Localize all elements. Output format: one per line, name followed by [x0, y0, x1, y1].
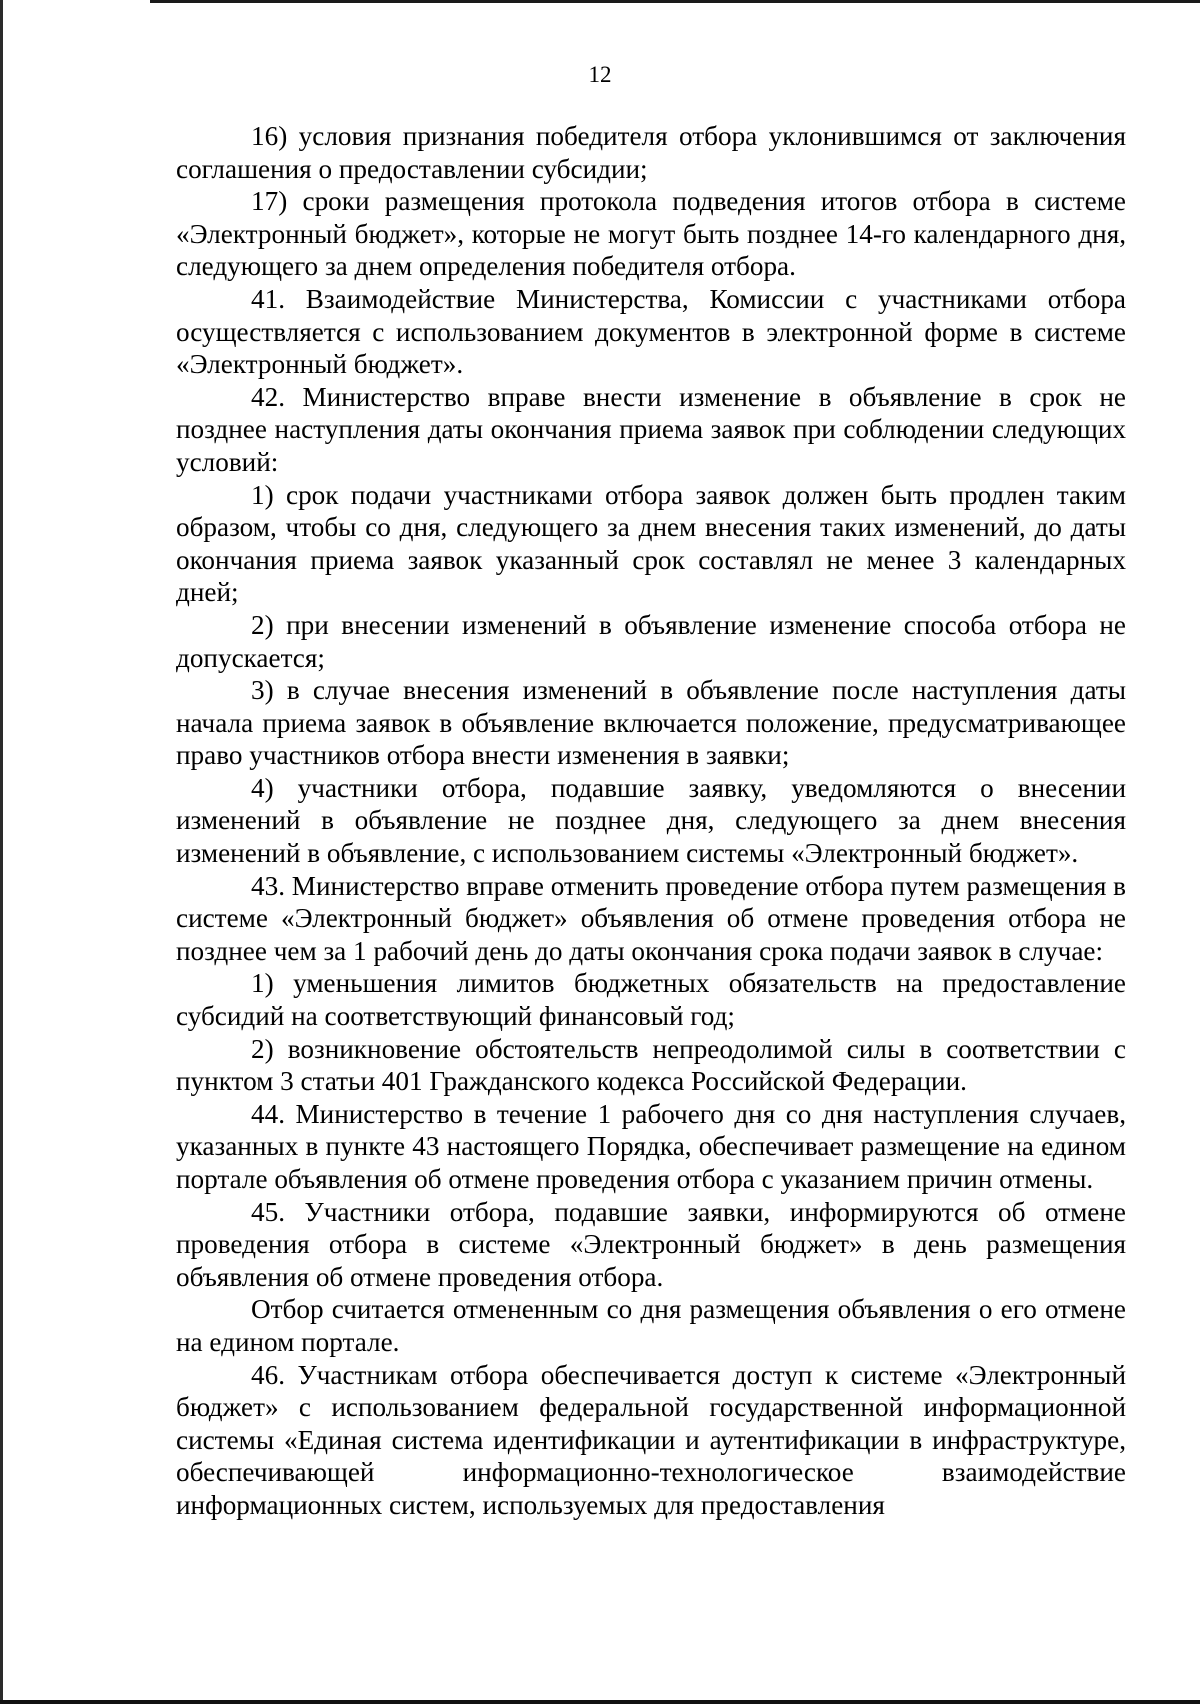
page-number: 12: [588, 62, 612, 87]
paragraph-clause-42: 42. Министерство вправе внести изменение в объявление в срок не позднее наступления даты окончания приема заявок при соблюдении следующих условий:: [176, 381, 1126, 477]
paragraph-clause-42-item-1: 1) срок подачи участниками отбора заявок должен быть продлен таким образом, чтобы со дня, следующего за днем внесения таких изменений, до даты окончания приема заявок указанный срок составлял не менее 3 календарных дней;: [176, 479, 1126, 608]
paragraph-clause-42-item-3: 3) в случае внесения изменений в объявление после наступления даты начала приема заявок в объявление включается положение, предусматривающее право участников отбора внести изменения в заявки;: [176, 675, 1126, 771]
document-body: [176, 120, 1126, 1522]
scan-edge-left: [0, 0, 3, 1704]
paragraph-item-16: 16) условия признания победителя отбора уклонившимся от заключения соглашения о предоставлении субсидии;: [176, 121, 1126, 184]
paragraph-item-17: 17) сроки размещения протокола подведения итогов отбора в системе «Электронный бюджет», которые не могут быть позднее 14-го календарного дня, следующего за днем определения победителя отбора.: [176, 186, 1126, 282]
paragraph-clause-45-note: Отбор считается отмененным со дня размещения объявления о его отмене на едином портале.: [176, 1294, 1126, 1357]
paragraph-clause-43-item-2: 2) возникновение обстоятельств непреодолимой силы в соответствии с пунктом 3 статьи 401 Гражданского кодекса Российской Федерации.: [176, 1033, 1126, 1097]
paragraph-clause-43: 43. Министерство вправе отменить проведение отбора путем размещения в системе «Электронный бюджет» объявления об отмене проведения отбора не позднее чем за 1 рабочий день до даты окончания срока подачи заявок в случае:: [176, 870, 1126, 966]
scan-edge-top: [150, 0, 1200, 3]
paragraph-clause-43-item-1: 1) уменьшения лимитов бюджетных обязательств на предоставление субсидий на соответствующий финансовый год;: [176, 968, 1126, 1032]
paragraph-clause-41: 41. Взаимодействие Министерства, Комиссии с участниками отбора осуществляется с использованием документов в электронной форме в системе «Электронный бюджет».: [176, 283, 1126, 380]
paragraph-clause-45: 45. Участники отбора, подавшие заявки, информируются об отмене проведения отбора в системе «Электронный бюджет» в день размещения объявления об отмене проведения отбора.: [176, 1196, 1126, 1292]
scan-edge-bottom: [0, 1700, 1200, 1704]
paragraph-clause-42-item-2: 2) при внесении изменений в объявление изменение способа отбора не допускается;: [176, 609, 1126, 673]
paragraph-clause-46: 46. Участникам отбора обеспечивается доступ к системе «Электронный бюджет» с использованием федеральной государственной информационной системы «Единая система идентификации и аутентификации в инфраструктуре, обеспечивающей информационно-технологическое взаимодействие информационных систем, используемых для предоставления: [176, 1359, 1126, 1520]
paragraph-clause-44: 44. Министерство в течение 1 рабочего дня со дня наступления случаев, указанных в пункте 43 настоящего Порядка, обеспечивает размещение на едином портале объявления об отмене проведения отбора с указанием причин отмены.: [176, 1098, 1126, 1194]
paragraph-clause-42-item-4: 4) участники отбора, подавшие заявку, уведомляются о внесении изменений в объявление не позднее дня, следующего за днем внесения изменений в объявление, с использованием системы «Электронный бюджет».: [176, 772, 1126, 869]
